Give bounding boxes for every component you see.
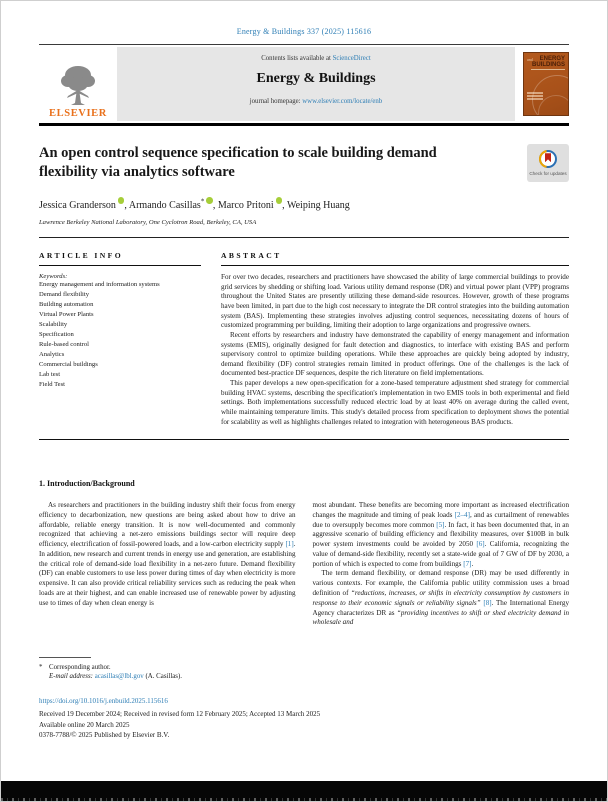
author-name: Jessica Granderson: [39, 200, 116, 212]
homepage-link[interactable]: www.elsevier.com/locate/enb: [302, 98, 383, 105]
abstract-body: [221, 273, 569, 427]
abstract-bottom-rule: [39, 439, 569, 440]
cover-title-line2: BUILDINGS: [532, 62, 565, 68]
keyword: Analytics: [39, 351, 65, 359]
keyword: Virtual Power Plants: [39, 311, 94, 319]
keyword: Specification: [39, 331, 74, 339]
abstract-paragraph: For over two decades, researchers and practitioners have showcased the ability of large commercial buildings to provide grid services by shedding or shifting load. Various utility demand response (DR) and virtual power plant (VPP) programs throughout the United States are presently utilizing these demand-side resources. However, growth of these programs have been limited, in part due to the high cost necessary to integrate the DR control strategies into the building automation system (BAS). Implementing these strategies involves adjusting control sequences, necessitating dozens of hours of customized programming per building, limiting their adoption to large organizations and progressive owners.: [221, 273, 569, 330]
citation-link[interactable]: [6]: [476, 540, 485, 549]
citation-link[interactable]: [7]: [463, 559, 472, 568]
top-rule: [39, 44, 569, 45]
introduction-section: [39, 479, 569, 628]
keyword: Demand flexibility: [39, 291, 89, 299]
author-name: Marco Pritoni: [217, 200, 274, 212]
body-paragraph: [313, 569, 570, 628]
issn-copyright: 0378-7788/© 2025 Published by Elsevier B.V.: [39, 730, 170, 739]
homepage-line: [117, 98, 515, 105]
elsevier-tree-icon: [58, 63, 98, 107]
elsevier-wordmark: ELSEVIER: [49, 108, 107, 119]
paragraph-segment: [8]. The International Energy Agency characterizes DR as: [312, 598, 569, 617]
homepage-prefix: journal homepage:: [249, 98, 303, 105]
author-name: Armando Casillas: [128, 200, 201, 212]
citation-link[interactable]: [2–4]: [454, 510, 470, 519]
keyword: Scalability: [39, 321, 68, 329]
citation-link[interactable]: [5]: [436, 520, 445, 529]
thick-rule: [39, 123, 569, 126]
cover-title-line1: ENERGY: [539, 56, 565, 62]
citation-link[interactable]: [8]: [483, 598, 492, 607]
available-online: Available online 20 March 2025: [39, 721, 130, 730]
contents-line: [117, 55, 515, 62]
quoted-definition: “reductions, increases, or shifts in electricity consumption by customers in response to their economic signals or reliability signals”: [312, 589, 569, 607]
abstract-heading: ABSTRACT: [221, 251, 282, 261]
article-info-rule: [39, 265, 201, 266]
cover-box: [515, 47, 569, 121]
email-suffix: (A. Casillas).: [143, 673, 183, 681]
affiliation: Lawrence Berkeley National Laboratory, One Cyclotron Road, Berkeley, CA, USA: [39, 219, 257, 227]
corresponding-author-note: [39, 663, 569, 672]
footnote-rule: [39, 657, 91, 658]
email-label: E-mail address:: [49, 673, 93, 681]
scan-artifact-band: [1, 781, 607, 801]
cover-divider: [531, 69, 565, 70]
abstract-rule: [221, 265, 569, 266]
intro-left-column: [39, 501, 296, 628]
footnote-text: Corresponding author.: [49, 664, 111, 671]
banner-journal-title: Energy & Buildings: [256, 71, 376, 86]
paragraph-segment: The term demand flexibility, or demand response (DR) may be used differently in various contexts. For example, the California public utility commission uses a broad definition of: [312, 569, 569, 598]
contents-prefix: Contents lists available at: [261, 55, 333, 62]
article-info-heading: ARTICLE INFO: [39, 251, 124, 261]
keyword: Energy management and information systems: [39, 281, 160, 289]
received-dates: Received 19 December 2024; Received in revised form 12 February 2025; Accepted 13 March 2025: [39, 709, 321, 718]
crossmark-icon: [539, 150, 557, 168]
citation-link[interactable]: [1]: [285, 540, 294, 549]
body-paragraph: most abundant. These benefits are becoming more important as increased electrification changes the magnitude and timing of peak loads [2–4], and as curtailment of renewables due to oversupply becomes more common [5]. In fact, it has been documented that, in an aggressive scenario of building efficiency and flexibility measures, over $100B in bulk power system investments could be avoided by 2050 [6]. California, recognizing the value of demand-side flexibility, recently set a state-wide goal of 7 GW of DF by 2030, a portion of which is expected to come from buildings [7].: [312, 501, 569, 568]
journal-reference: Energy & Buildings 337 (2025) 115616: [236, 27, 372, 36]
banner-center: [117, 47, 515, 121]
keyword: Field Test: [39, 381, 65, 389]
keyword: Commercial buildings: [39, 361, 98, 369]
journal-banner: [39, 47, 569, 121]
author-name: Weiping Huang: [286, 200, 350, 212]
sciencedirect-link[interactable]: ScienceDirect: [332, 55, 371, 62]
author-list: [39, 197, 569, 211]
article-title: An open control sequence specification to scale building demand flexibility via analytics software: [39, 145, 437, 181]
footer: [39, 657, 569, 739]
journal-cover-thumbnail: [523, 52, 569, 116]
section-heading: 1. Introduction/Background: [39, 479, 135, 488]
cover-and-text: and: [527, 57, 533, 62]
email-line: [39, 672, 569, 681]
quoted-definition: “providing incentives to shift or shed electricity demand in wholesale and: [312, 608, 569, 627]
cover-title: [532, 56, 565, 68]
author-separator: ,: [212, 200, 218, 212]
doi-link[interactable]: https://doi.org/10.1016/j.enbuild.2025.115616: [39, 696, 168, 705]
email-link[interactable]: acasillas@lbl.gov: [94, 673, 144, 681]
author-separator: ,: [124, 200, 129, 212]
keyword: Lab test: [39, 371, 61, 379]
corresponding-author-mark: *: [200, 197, 205, 206]
elsevier-logo: [39, 47, 117, 121]
abstract-paragraph: Recent efforts by researchers and industry have demonstrated the capability of energy management and information systems (EMIS), originally designed for fault detection and diagnostics, to interface with existing BAS and perform supervisory control to optimize building operations. While these approaches are quickly being adopted by industry, demand flexibility (DF) control strategies remain limited in product offerings. One of the challenges is the lack of documented best-practice DF sequences, despite the rich literature on field implementations.: [221, 330, 569, 378]
abstract-paragraph: This paper develops a new open-specification for a zone-based temperature adjustment shed strategy for commercial building HVAC systems, describing the specification's implementation in two EMIS tools in both experimental and field settings. Both implementations successfully reduced electric load by at least 40% on average during the called event, while maintaining temperature limits. This study's detailed process from specification to deployment shows the potential for scalability as well as highlights challenges related to integration with heterogeneous BAS products.: [221, 379, 569, 426]
keyword: Rule-based control: [39, 341, 89, 349]
keyword: Building automation: [39, 301, 94, 309]
footnote-star: *: [39, 664, 43, 671]
keywords-label: Keywords:: [39, 273, 68, 281]
intro-right-column: [313, 501, 570, 628]
cover-text-lines: [527, 92, 543, 101]
body-paragraph: As researchers and practitioners in the building industry shift their focus from energy efficiency to decarbonization, new questions are being asked about how to drive an affordable, reliable energy transition. It is now well-documented and commonly recognized that achieving a net-zero emissions buildings sector will require deep efficiency, electrification of fossil-powered loads, and a low-carbon electricity supply [1]. In addition, new research and current trends in energy use and generation, are establishing the critical role of demand-side load flexibility in a net-zero future. Demand flexibility (DF) can enable customers to use less power during times of day when electricity is more expensive. It can also provide critical reliability services such as reducing the peak when loads are at their highest, and can enable increased use of renewable power by adjusting use to times of day when clean energy is: [39, 501, 296, 607]
author-separator: ,: [282, 200, 287, 212]
check-for-updates-badge[interactable]: [527, 144, 569, 182]
badge-label: Check for updates: [529, 170, 567, 176]
